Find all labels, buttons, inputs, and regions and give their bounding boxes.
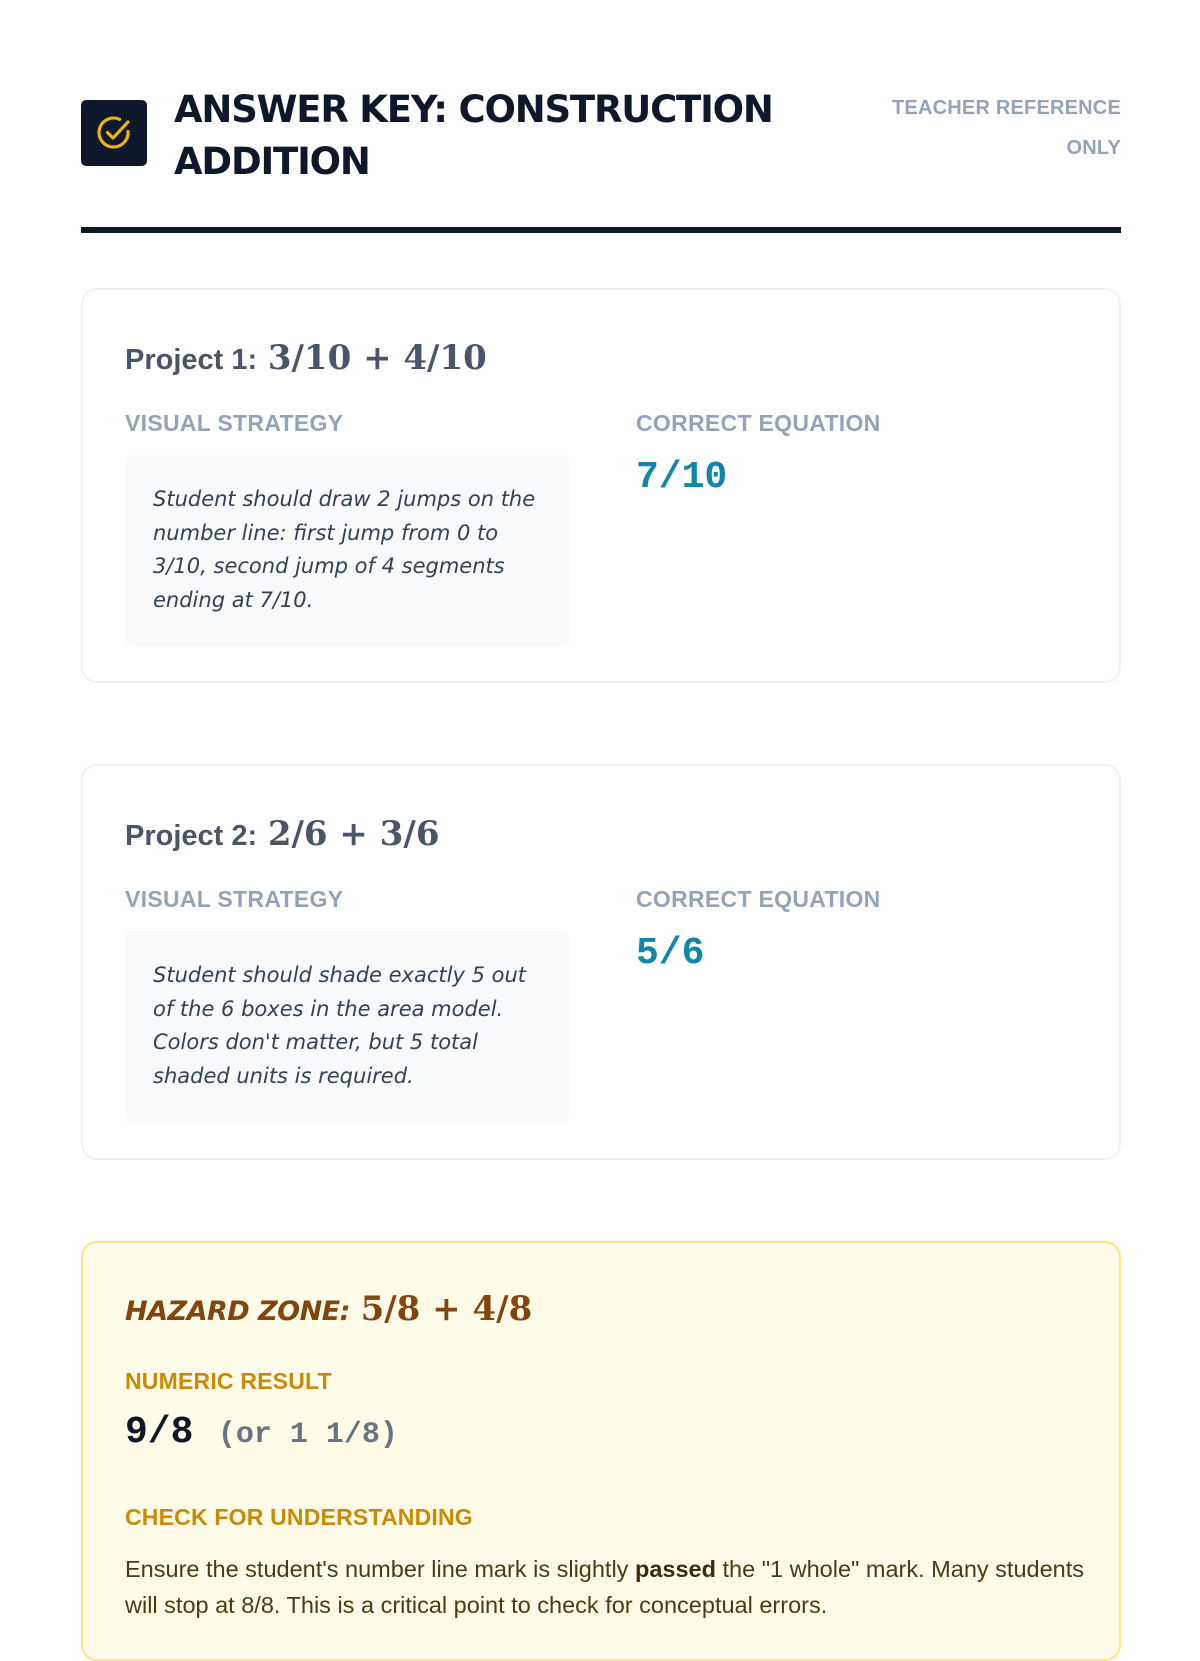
check-text-after: the "1 whole" mark. Many students will stop at 8/8. This is a critical point to check for conceptual errors. [125,1556,1085,1618]
project-label: Project 2: [125,820,258,852]
hazard-expression: 5/8 + 4/8 [360,1289,533,1329]
project-card [81,764,1121,1160]
numeric-result-label: NUMERIC RESULT [125,1368,332,1394]
correct-equation-label: CORRECT EQUATION [636,886,881,912]
project-heading [125,338,487,378]
header-divider [81,227,1121,233]
visual-strategy-text: Student should draw 2 jumps on the number line: first jump from 0 to 3/10, second jump of 4 segments ending at 7/10. [125,455,569,647]
check-for-understanding-text [125,1551,1085,1623]
check-for-understanding-label: CHECK FOR UNDERSTANDING [125,1504,473,1530]
hazard-label: HAZARD ZONE: [125,1296,350,1327]
teacher-reference-badge: TEACHER REFERENCE ONLY [892,97,1121,159]
check-text-before: Ensure the student's number line mark is slightly [125,1556,635,1582]
visual-strategy-text: Student should shade exactly 5 out of the 6 boxes in the area model. Colors don't matter, but 5 total shaded units is required. [125,931,569,1123]
visual-strategy-label: VISUAL STRATEGY [125,886,344,912]
hazard-heading [125,1289,532,1329]
correct-equation-value: 5/6 [636,932,705,975]
page-header [81,84,1121,234]
logo-badge [81,100,147,166]
numeric-result-value: 9/8 [125,1411,194,1454]
check-text-emphasis: passed [634,1556,716,1582]
project-expression: 2/6 + 3/6 [267,814,440,854]
visual-strategy-label: VISUAL STRATEGY [125,410,344,436]
project-label: Project 1: [125,344,258,376]
project-heading [125,814,439,854]
numeric-result [125,1411,398,1454]
correct-equation-value: 7/10 [636,456,728,499]
project-expression: 3/10 + 4/10 [267,338,487,378]
project-card [81,288,1121,683]
numeric-result-alternate: (or 1 1/8) [217,1418,398,1452]
correct-equation-label: CORRECT EQUATION [636,410,881,436]
page-title: ANSWER KEY: CONSTRUCTION ADDITION [174,88,773,183]
hazard-zone-card [81,1241,1121,1661]
check-circle-icon [95,114,133,152]
